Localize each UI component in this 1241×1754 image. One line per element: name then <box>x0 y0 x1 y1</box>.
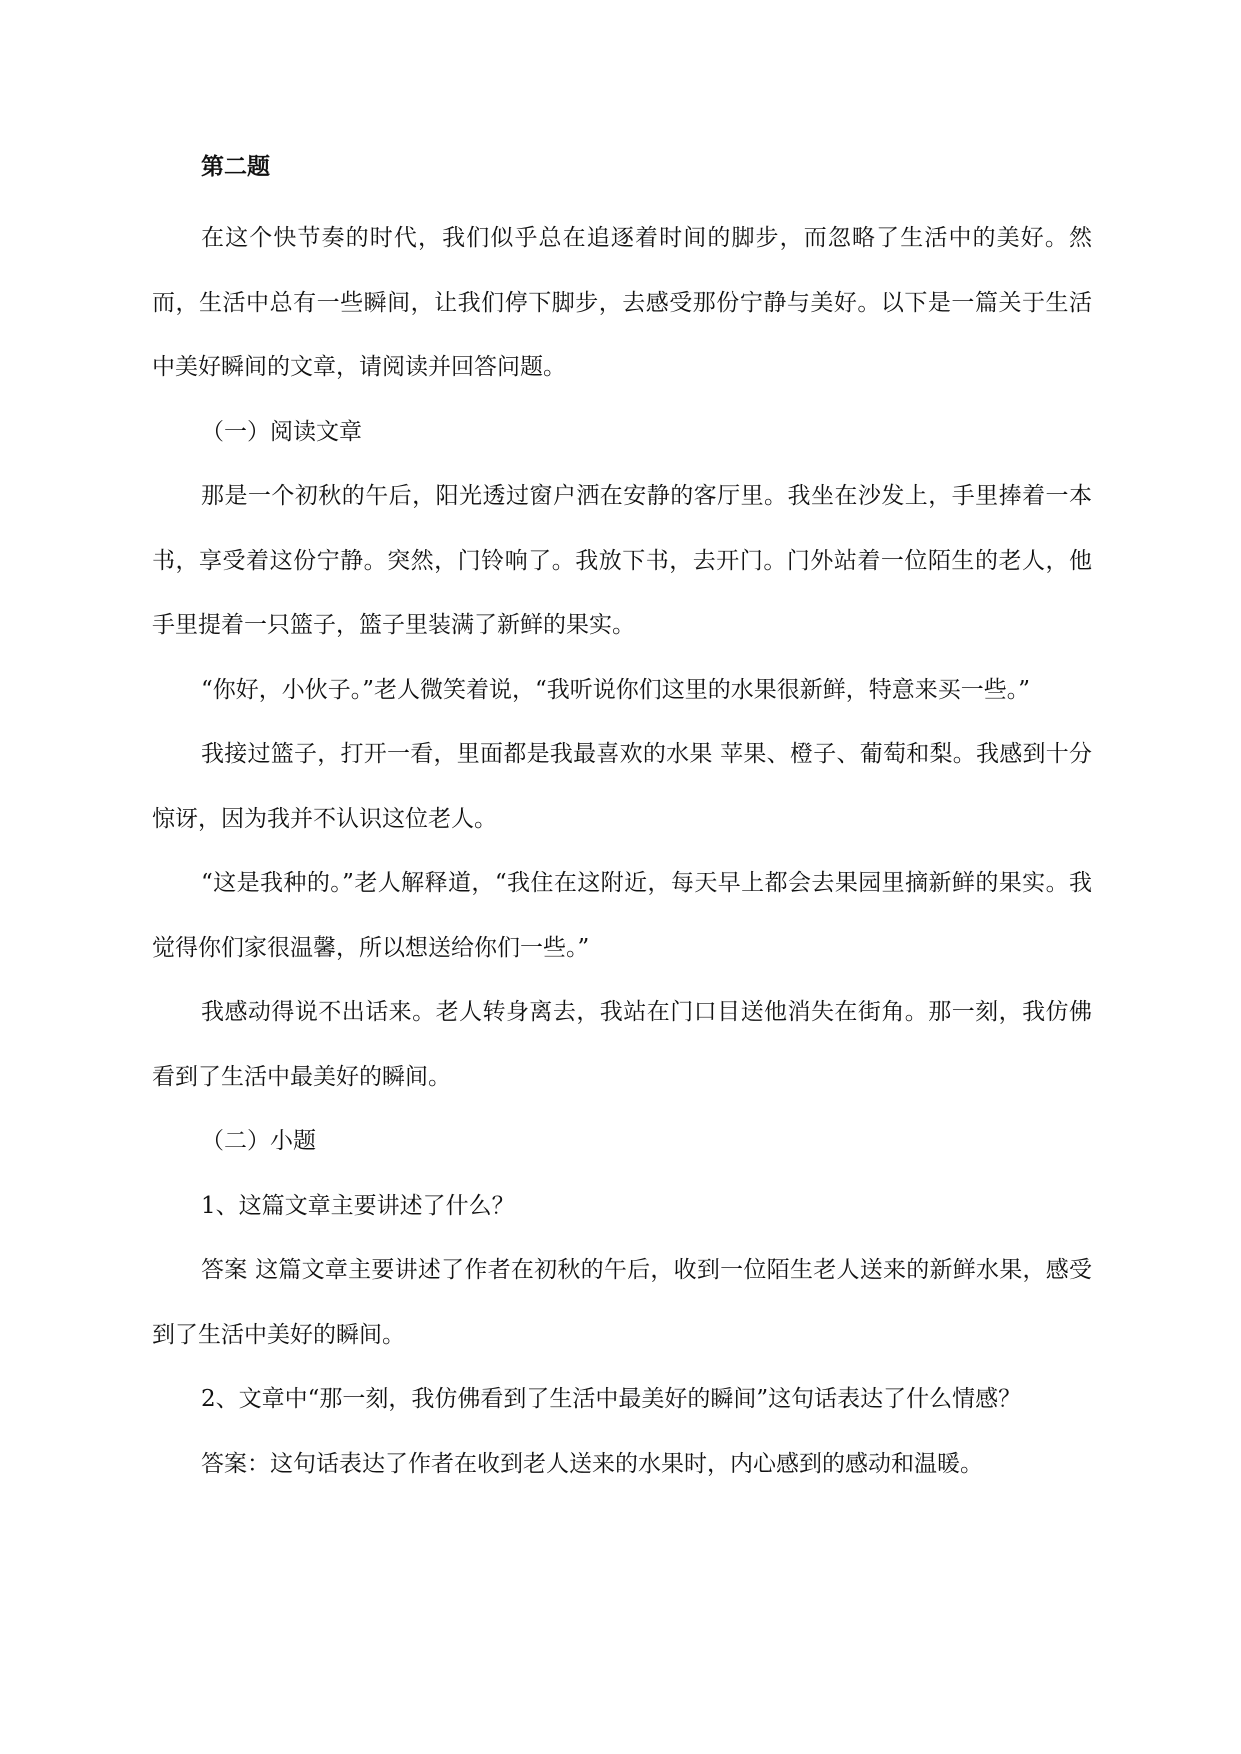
story-paragraph: 我接过篮子，打开一看，里面都是我最喜欢的水果 苹果、橙子、葡萄和梨。我感到十分惊讶，因为我并不认识这位老人。 <box>152 741 1092 832</box>
section-heading-questions: （二）小题 <box>201 1128 316 1154</box>
section-heading-reading: （一）阅读文章 <box>201 418 362 445</box>
intro-paragraph: 在这个快节奏的时代，我们似乎总在追逐着时间的脚步，而忽略了生活中的美好。然而，生活中总有一些瞬间，让我们停下脚步，去感受那份宁静与美好。以下是一篇关于生活中美好瞬间的文章，请阅读并回答问题。 <box>152 225 1092 380</box>
question-2: 2、文章中“那一刻，我仿佛看到了生活中最美好的瞬间”这句话表达了什么情感？ <box>201 1386 1022 1412</box>
story-paragraph: 那是一个初秋的午后，阳光透过窗户洒在安静的客厅里。我坐在沙发上，手里捧着一本书，享受着这份宁静。突然，门铃响了。我放下书，去开门。门外站着一位陌生的老人，他手里提着一只篮子，篮子里装满了新鲜的果实。 <box>152 483 1092 638</box>
answer-2: 答案：这句话表达了作者在收到老人送来的水果时，内心感到的感动和温暖。 <box>201 1450 983 1477</box>
story-paragraph: 我感动得说不出话来。老人转身离去，我站在门口目送他消失在街角。那一刻，我仿佛看到了生活中最美好的瞬间。 <box>152 999 1092 1090</box>
question-1: 1、这篇文章主要讲述了什么？ <box>201 1192 515 1219</box>
answer-1: 答案 这篇文章主要讲述了作者在初秋的午后，收到一位陌生老人送来的新鲜水果，感受到了生活中美好的瞬间。 <box>152 1257 1092 1348</box>
document-body <box>152 140 1092 1496</box>
story-paragraph: “你好，小伙子。”老人微笑着说，“我听说你们这里的水果很新鲜，特意来买一些。” <box>201 676 1031 703</box>
story-paragraph: “这是我种的。”老人解释道，“我住在这附近，每天早上都会去果园里摘新鲜的果实。我觉得你们家很温馨，所以想送给你们一些。” <box>152 870 1092 961</box>
question-title: 第二题 <box>201 153 270 180</box>
